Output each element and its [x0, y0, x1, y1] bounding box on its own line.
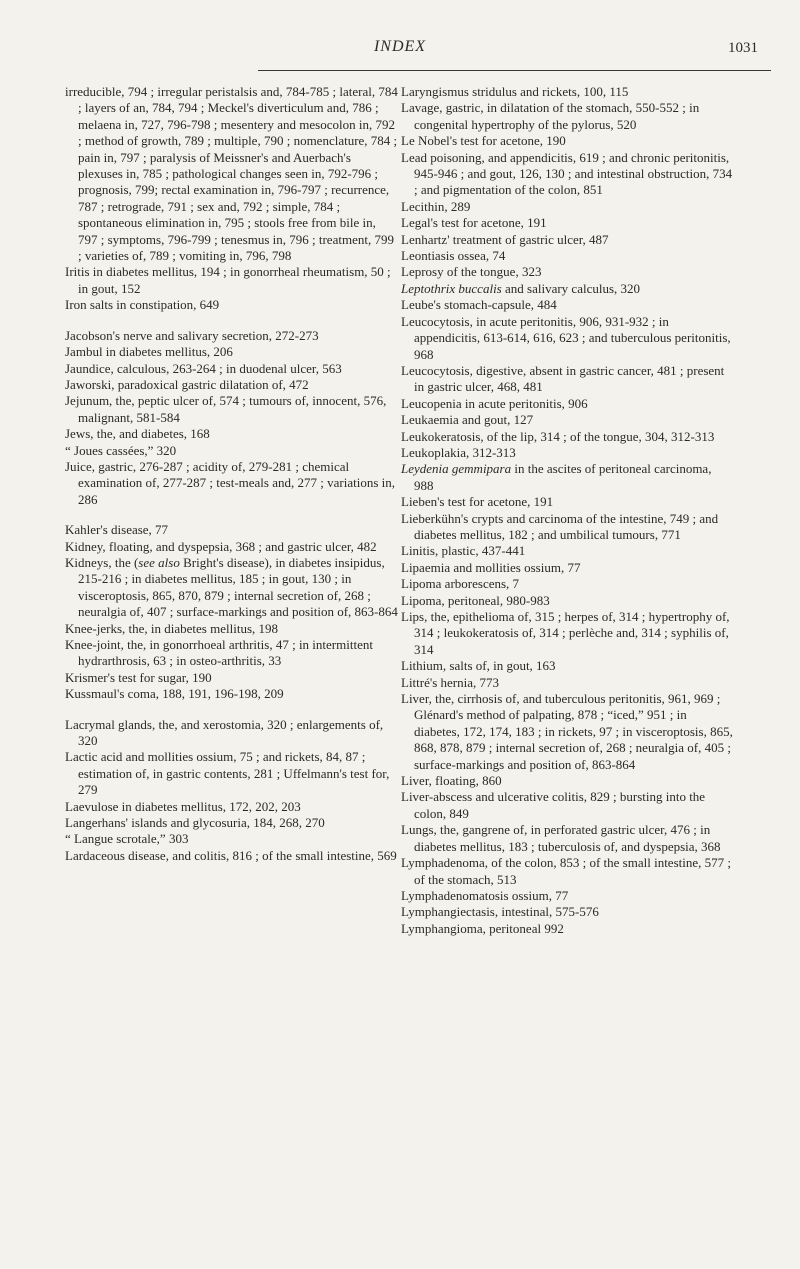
index-entry: “ Joues cassées,” 320	[65, 442, 177, 458]
index-entry: Liver, the, cirrhosis of, and tuberculous peritonitis, 961, 969 ; Glénard's method of palpating, 878 ; “iced,” 951 ; in diabetes, 172, 174, 183 ; in rickets, 97 ; in visceroptosis, 865, 868, 878, 879 ; internal secretion of, 268 ; neuralgia of, 405 ; surface-markings and position of, 863-864	[401, 691, 733, 772]
index-entry: Lymphangiectasis, intestinal, 575-576	[401, 904, 599, 920]
index-entry: Leukoplakia, 312-313	[401, 444, 516, 460]
index-entry: Langerhans' islands and glycosuria, 184, 268, 270	[65, 815, 325, 831]
index-entry: Leprosy of the tongue, 323	[401, 264, 542, 280]
index-column-right	[401, 84, 734, 937]
index-entry: Jews, the, and diabetes, 168	[65, 426, 210, 442]
index-entry: Lead poisoning, and appendicitis, 619 ; and chronic peritonitis, 945-946 ; and gout, 126, 130 ; and intestinal obstruction, 734 ; and pigmentation of the colon, 851	[401, 149, 733, 198]
index-entry: Lymphangioma, peritoneal 992	[401, 920, 564, 936]
index-entry: Lavage, gastric, in dilatation of the stomach, 550-552 ; in congenital hypertrophy of the pylorus, 520	[401, 100, 700, 132]
index-entry: Leucocytosis, in acute peritonitis, 906, 931-932 ; in appendicitis, 613-614, 616, 623 ; and tuberculous peritonitis, 968	[401, 313, 731, 362]
index-entry: Lymphadenoma, of the colon, 853 ; of the small intestine, 577 ; of the stomach, 513	[401, 855, 731, 887]
index-entry: Linitis, plastic, 437-441	[401, 543, 526, 559]
index-entry: Le Nobel's test for acetone, 190	[401, 133, 566, 149]
index-entry: Laevulose in diabetes mellitus, 172, 202, 203	[65, 798, 301, 814]
index-entry: Juice, gastric, 276-287 ; acidity of, 279-281 ; chemical examination of, 277-287 ; test-meals and, 277 ; variations in, 286	[65, 458, 395, 507]
index-entry: Kussmaul's coma, 188, 191, 196-198, 209	[65, 686, 284, 702]
index-entry: Lacrymal glands, the, and xerostomia, 320 ; enlargements of, 320	[65, 716, 384, 749]
index-entry: Knee-joint, the, in gonorrhoeal arthritis, 47 ; in intermittent hydrarthrosis, 63 ; in osteo-arthritis, 33	[65, 637, 373, 669]
index-entry: Lieberkühn's crypts and carcinoma of the intestine, 749 ; and diabetes mellitus, 182 ; and umbilical tumours, 771	[401, 510, 719, 542]
index-entry: Leucopenia in acute peritonitis, 906	[401, 395, 588, 411]
running-title: INDEX	[373, 38, 427, 55]
index-entry: Lenhartz' treatment of gastric ulcer, 487	[401, 231, 609, 247]
index-entry: Jaworski, paradoxical gastric dilatation of, 472	[65, 376, 309, 392]
index-entry: Lecithin, 289	[401, 198, 471, 214]
index-entry: Iron salts in constipation, 649	[65, 297, 220, 313]
index-entry: Krismer's test for sugar, 190	[65, 669, 212, 685]
index-column-left	[65, 84, 398, 864]
index-entry: Liver, floating, 860	[401, 773, 502, 789]
header-rule	[258, 70, 771, 71]
index-entry: Leptothrix buccalis and salivary calculus, 320	[401, 280, 641, 296]
index-entry: Lieben's test for acetone, 191	[401, 494, 554, 510]
index-entry: Leukokeratosis, of the lip, 314 ; of the tongue, 304, 312-313	[401, 428, 715, 444]
index-entry: irreducible, 794 ; irregular peristalsis and, 784-785 ; lateral, 784 ; layers of an, 784, 794 ; Meckel's diverticulum and, 786 ; melaena in, 727, 796-798 ; mesentery and mesocolon in, 792 ; method of growth, 789 ; multiple, 790 ; nomenclature, 784 ; pain in, 797 ; paralysis of Meissner's and Auerbach's plexuses in, 785 ; pathological changes seen in, 792-796 ; prognosis, 799; rectal examination in, 796-797 ; recurrence, 787 ; retrograde, 791 ; sex and, 792 ; simple, 784 ; spontaneous elimination in, 795 ; stools free from bile in, 797 ; symptoms, 796-799 ; tenesmus in, 796 ; treatment, 799 ; varieties of, 789 ; vomiting in, 796, 798	[65, 84, 398, 264]
index-entry: Lithium, salts of, in gout, 163	[401, 658, 556, 674]
index-entry: Lactic acid and mollities ossium, 75 ; and rickets, 84, 87 ; estimation of, in gastric contents, 281 ; Uffelmann's test for, 279	[65, 749, 390, 798]
index-entry: Lips, the, epithelioma of, 315 ; herpes of, 314 ; hypertrophy of, 314 ; leukokeratosis of, 314 ; perlèche and, 314 ; syphilis of, 314	[401, 609, 730, 657]
index-entry: “ Langue scrotale,” 303	[65, 831, 189, 847]
index-entry: Lungs, the, gangrene of, in perforated gastric ulcer, 476 ; in diabetes mellitus, 183 ; tuberculosis of, and dyspepsia, 368	[401, 822, 721, 854]
index-entry: Liver-abscess and ulcerative colitis, 829 ; bursting into the colon, 849	[401, 789, 706, 821]
index-entry: Leube's stomach-capsule, 484	[401, 297, 557, 313]
index-entry: Lipaemia and mollities ossium, 77	[401, 559, 581, 575]
index-entry: Jacobson's nerve and salivary secretion, 272-273	[65, 327, 319, 343]
index-entry: Jaundice, calculous, 263-264 ; in duodenal ulcer, 563	[65, 360, 342, 376]
index-entry: Lardaceous disease, and colitis, 816 ; of the small intestine, 569	[65, 847, 397, 863]
index-entry: Lymphadenomatosis ossium, 77	[401, 887, 569, 903]
page-number: 1031	[728, 40, 758, 56]
index-entry: Leontiasis ossea, 74	[401, 248, 506, 264]
index-entry: Kahler's disease, 77	[65, 522, 169, 538]
index-entry: Leukaemia and gout, 127	[401, 412, 534, 428]
index-entry: Kidney, floating, and dyspepsia, 368 ; and gastric ulcer, 482	[65, 538, 377, 554]
index-entry: Laryngismus stridulus and rickets, 100, 115	[401, 84, 629, 99]
index-entry: Leydenia gemmipara in the ascites of peritoneal carcinoma, 988	[401, 461, 712, 493]
index-entry: Legal's test for acetone, 191	[401, 215, 547, 231]
index-entry: Kidneys, the (see also Bright's disease), in diabetes insipidus, 215-216 ; in diabetes mellitus, 185 ; in gout, 130 ; in visceroptosis, 865, 870, 879 ; internal secretion of, 268 ; neuralgia of, 407 ; surface-markings and position of, 863-864	[65, 554, 398, 620]
index-entry: Lipoma arborescens, 7	[401, 576, 520, 592]
index-entry: Jejunum, the, peptic ulcer of, 574 ; tumours of, innocent, 576, malignant, 581-584	[65, 393, 387, 425]
index-entry: Lipoma, peritoneal, 980-983	[401, 592, 550, 608]
index-entry: Knee-jerks, the, in diabetes mellitus, 198	[65, 620, 279, 636]
index-entry: Jambul in diabetes mellitus, 206	[65, 344, 233, 360]
index-entry: Iritis in diabetes mellitus, 194 ; in gonorrheal rheumatism, 50 ; in gout, 152	[65, 264, 391, 296]
index-entry: Littré's hernia, 773	[401, 674, 500, 690]
index-entry: Leucocytosis, digestive, absent in gastric cancer, 481 ; present in gastric ulcer, 468, 481	[401, 362, 725, 395]
